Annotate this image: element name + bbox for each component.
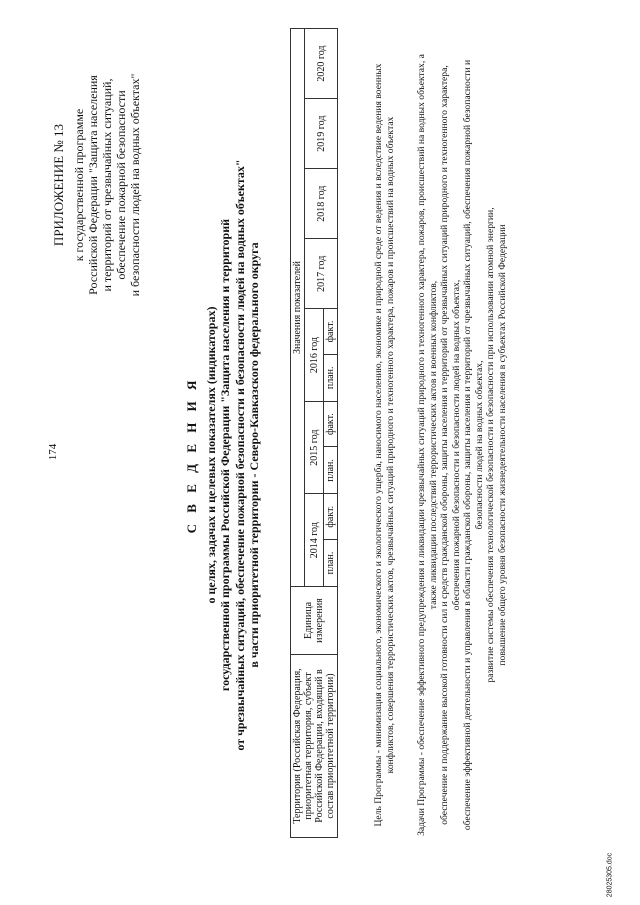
year-2018-header: 2018 год [305, 169, 338, 239]
plan-header: план. [324, 447, 338, 494]
task-line: повышение общего уровня безопасности жизнедеятельности населения в субъектах Российской Федерации [496, 224, 508, 666]
appendix-block [52, 15, 142, 355]
unit-header: Единица измерения [291, 587, 338, 655]
appendix-line: и территорий от чрезвычайных ситуаций, [100, 78, 114, 292]
tasks-label: Задачи Программы [416, 757, 427, 836]
program-goal [373, 45, 396, 845]
fact-header: факт. [324, 401, 338, 447]
year-2019-header: 2019 год [305, 99, 338, 169]
year-2017-header: 2017 год [305, 239, 338, 309]
values-header: Значения показателей [291, 29, 305, 587]
document-heading [185, 105, 262, 805]
appendix-line: обеспечение пожарной безопасности [114, 90, 128, 280]
fact-header: факт. [324, 309, 338, 355]
plan-header: план. [324, 539, 338, 586]
appendix-line: к государственной программе [72, 108, 86, 262]
indicators-table [290, 28, 338, 838]
territory-header: Территория (Российская Федерация, приоритетная территория, субъект Российской Федерации, входящий в состав приоритетной территории) [291, 655, 338, 838]
fact-header: факт. [324, 494, 338, 540]
heading-line: в части приоритетной территории - Северо-Кавказского федерального округа [247, 242, 261, 668]
heading-title: С В Е Д Е Н И Я [184, 376, 199, 534]
task-line: обеспечение эффективной деятельности и управления в области гражданской обороны, защиты населения и территорий от чрезвычайных ситуаций, обеспечения пожарной безопасности и безопасности людей на водных объектах, [462, 59, 485, 831]
appendix-line: Российской Федерации "Защита населения [86, 75, 100, 295]
heading-line: от чрезвычайных ситуаций, обеспечение пожарной безопасности и безопасности людей на водных объектах" [232, 159, 247, 751]
appendix-title: ПРИЛОЖЕНИЕ № 13 [51, 123, 66, 247]
appendix-line: и безопасности людей на водных объектах" [128, 73, 142, 297]
year-2016-header: 2016 год [305, 309, 324, 402]
year-2014-header: 2014 год [305, 494, 324, 587]
task-line: - обеспечение эффективного предупреждения и ликвидации чрезвычайных ситуаций природного и техногенного характера, пожаров, происшествий на водных объектах, а также ликвидации последствий террористических актов и военных конфликтов, [416, 54, 439, 756]
plan-header: план. [324, 354, 338, 401]
heading-line: о целях, задачах и целевых показателях (индикаторах) [203, 306, 218, 604]
year-2020-header: 2020 год [305, 29, 338, 99]
document-code: 28025305.doc [606, 852, 614, 898]
goal-text: - минимизация социального, экономического и экологического ущерба, наносимого населению, экономике и природной среде от ведения и вследствие ведения военных конфликтов, совершения террористических актов, чрезвычайных ситуаций природного и техногенного характера, пожаров и происшествий на водных объектах [373, 63, 396, 774]
goal-label: Цель Программы [373, 755, 384, 827]
task-line: обеспечение и поддержание высокой готовности сил и средств гражданской обороны, защиты населения и территорий от чрезвычайных ситуаций природного и техногенного характера, обеспечения пожарной безопасности и безопасности людей на водных объектах, [439, 65, 462, 825]
page-number: 174 [47, 443, 59, 461]
year-2015-header: 2015 год [305, 401, 324, 494]
heading-line: государственной программы Российской Федерации "Защита населения и территорий [218, 218, 232, 692]
program-tasks [416, 45, 508, 845]
task-line: развитие системы обеспечения технологической безопасности и безопасности при использовании атомной энергии, [485, 207, 496, 683]
